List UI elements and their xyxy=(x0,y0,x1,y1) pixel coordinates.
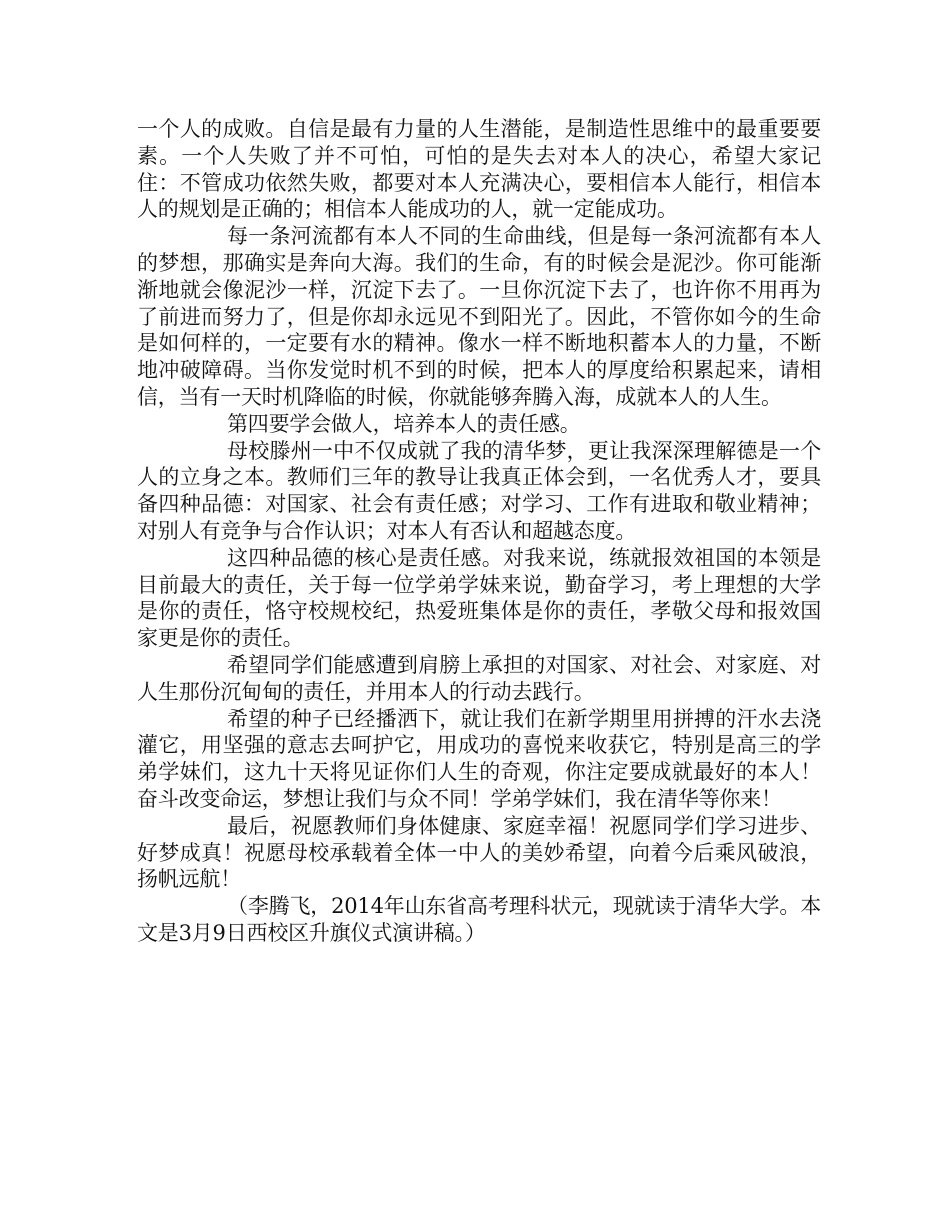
paragraph-9: （李腾飞，2014年山东省高考理科状元，现就读于清华大学。本文是3月9日西校区升旗仪式演讲稿。） xyxy=(137,894,821,945)
paragraph-3: 第四要学会做人，培养本人的责任感。 xyxy=(227,411,581,436)
paragraph-1: 一个人的成败。自信是最有力量的人生潜能，是制造性思维中的最重要要素。一个人失败了并不可怕，可怕的是失去对本人的决心，希望大家记住：不管成功依然失败，都要对本人充满决心，要相信本人能行，相信本人的规划是正确的；相信本人能成功的人，就一定能成功。 xyxy=(137,117,821,222)
paragraph-5: 这四种品德的核心是责任感。对我来说，练就报效祖国的本领是目前最大的责任，关于每一位学弟学妹来说，勤奋学习，考上理想的大学是你的责任，恪守校规校纪，热爱班集体是你的责任，孝敬父母和报效国家更是你的责任。 xyxy=(137,545,821,651)
paragraph-6: 希望同学们能感遭到肩膀上承担的对国家、对社会、对家庭、对人生那份沉甸甸的责任，并用本人的行动去践行。 xyxy=(137,652,821,704)
paragraph-7: 希望的种子已经播洒下，就让我们在新学期里用拼搏的汗水去浇灌它，用坚强的意志去呵护它，用成功的喜悦来收获它，特别是高三的学弟学妹们，这九十天将见证你们人生的奇观，你注定要成就最好的本人！奋斗改变命运，梦想让我们与众不同！学弟学妹们，我在清华等你来！ xyxy=(137,706,821,811)
document-body xyxy=(137,116,821,947)
paragraph-4: 母校滕州一中不仅成就了我的清华梦，更让我深深理解德是一个人的立身之本。教师们三年的教导让我真正体会到，一名优秀人才，要具备四种品德：对国家、社会有责任感；对学习、工作有进取和敬业精神；对别人有竞争与合作认识；对本人有否认和超越态度。 xyxy=(137,438,821,543)
paragraph-8: 最后，祝愿教师们身体健康、家庭幸福！祝愿同学们学习进步、好梦成真！祝愿母校承载着全体一中人的美妙希望，向着今后乘风破浪，扬帆远航！ xyxy=(137,813,821,892)
paragraph-2: 每一条河流都有本人不同的生命曲线，但是每一条河流都有本人的梦想，那确实是奔向大海。我们的生命，有的时候会是泥沙。你可能渐渐地就会像泥沙一样，沉淀下去了。一旦你沉淀下去了，也许你不用再为了前进而努力了，但是你却永远见不到阳光了。因此，不管你如今的生命是如何样的，一定要有水的精神。像水一样不断地积蓄本人的力量，不断地冲破障碍。当你发觉时机不到的时候，把本人的厚度给积累起来，请相信，当有一天时机降临的时候，你就能够奔腾入海，成就本人的人生。 xyxy=(137,224,821,409)
